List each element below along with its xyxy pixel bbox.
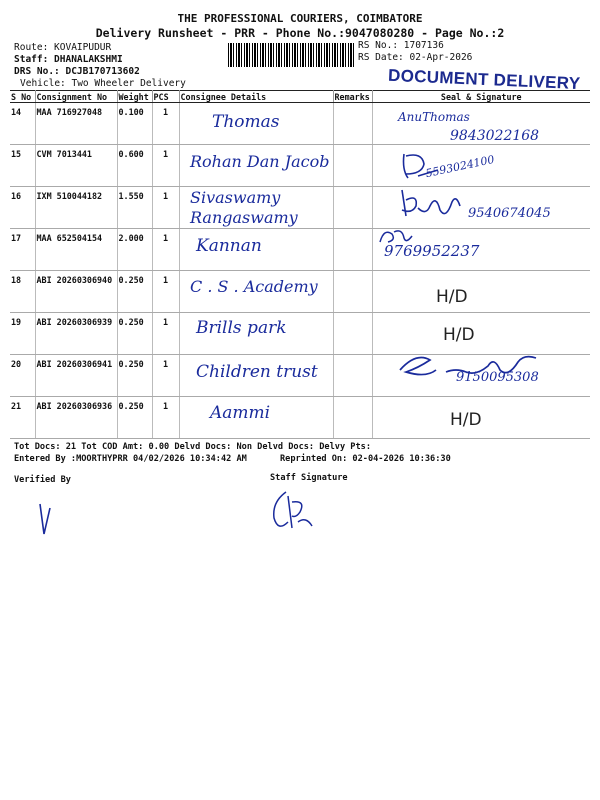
reprinted-on: Reprinted On: 02-04-2026 10:36:30 [280, 454, 451, 464]
cell-remarks [333, 103, 372, 145]
cell-pcs: 1 [152, 103, 179, 145]
signature-16-scribble [396, 186, 466, 224]
cell-consignment: MAA 716927048 [35, 103, 117, 145]
handwritten-consignee-19: Brills park [196, 318, 287, 338]
handwritten-consignee-15: Rohan Dan Jacob [190, 152, 330, 171]
drs-label: DRS No.: DCJB170713602 [14, 66, 140, 77]
cell-consignment: IXM 510044182 [35, 187, 117, 229]
handwritten-consignee-14: Thomas [212, 112, 280, 132]
cell-weight: 0.600 [117, 145, 152, 187]
cell-sno: 16 [10, 187, 35, 229]
cell-remarks [333, 271, 372, 313]
cell-consignment: ABI 20260306936 [35, 397, 117, 439]
signature-14: AnuThomas [398, 110, 470, 124]
cell-sno: 14 [10, 103, 35, 145]
rs-number: RS No.: 1707136 [358, 40, 444, 51]
cell-weight: 0.250 [117, 355, 152, 397]
staff-label: Staff: DHANALAKSHMI [14, 54, 123, 65]
cell-weight: 0.250 [117, 397, 152, 439]
phone-14: 9843022168 [450, 128, 540, 144]
hand-delivered-mark-18: H/D [436, 287, 468, 307]
cell-weight: 2.000 [117, 229, 152, 271]
cell-pcs: 1 [152, 229, 179, 271]
cell-sno: 18 [10, 271, 35, 313]
runsheet-title: Delivery Runsheet - PRR - Phone No.:9047080280 - Page No.:2 [95, 26, 505, 40]
cell-consignment: CVM 7013441 [35, 145, 117, 187]
col-sno: S No [10, 91, 35, 103]
cell-pcs: 1 [152, 187, 179, 229]
table-row [10, 229, 590, 271]
cell-consignment: ABI 20260306940 [35, 271, 117, 313]
cell-remarks [333, 355, 372, 397]
verifier-signature [36, 498, 56, 540]
table-row [10, 397, 590, 439]
cell-pcs: 1 [152, 145, 179, 187]
col-consignment: Consignment No [35, 91, 117, 103]
document-delivery-stamp: DOCUMENT DELIVERY [387, 65, 581, 94]
cell-sno: 19 [10, 313, 35, 355]
cell-remarks [333, 397, 372, 439]
table-header-row [10, 91, 590, 103]
col-pcs: PCS [152, 91, 179, 103]
cell-remarks [333, 229, 372, 271]
entered-by: Entered By :MOORTHYPRR 04/02/2026 10:34:42 AM [14, 454, 247, 464]
cell-weight: 0.250 [117, 313, 152, 355]
phone-17: 9769952237 [384, 242, 480, 260]
cell-sno: 20 [10, 355, 35, 397]
phone-20: 9150095308 [456, 370, 539, 385]
handwritten-consignee-21: Aammi [210, 403, 271, 423]
phone-16: 9540674045 [468, 206, 551, 221]
cell-consignment: ABI 20260306939 [35, 313, 117, 355]
company-name: THE PROFESSIONAL COURIERS, COIMBATORE [177, 12, 423, 25]
col-consignee: Consignee Details [179, 91, 333, 103]
col-remarks: Remarks [333, 91, 372, 103]
rs-date: RS Date: 02-Apr-2026 [358, 52, 473, 63]
cell-pcs: 1 [152, 355, 179, 397]
cell-weight: 0.250 [117, 271, 152, 313]
verified-by-label: Verified By [14, 475, 71, 485]
cell-signature [372, 271, 590, 313]
vehicle-label: Vehicle: Two Wheeler Delivery [20, 78, 186, 89]
handwritten-consignee-20: Children trust [196, 362, 318, 382]
col-signature: Seal & Signature [372, 91, 590, 103]
cell-pcs: 1 [152, 313, 179, 355]
hand-delivered-mark-21: H/D [450, 410, 482, 430]
barcode [228, 43, 354, 67]
route-label: Route: KOVAIPUDUR [14, 42, 112, 53]
phone-15: 5593024100 [424, 152, 496, 181]
col-weight: Weight [117, 91, 152, 103]
cell-sno: 17 [10, 229, 35, 271]
handwritten-consignee-18: C . S . Academy [190, 277, 318, 296]
hand-delivered-mark-19: H/D [443, 325, 475, 345]
staff-signature-label: Staff Signature [270, 473, 348, 483]
handwritten-consignee-16: Sivaswamy Rangaswamy [190, 188, 298, 227]
cell-remarks [333, 187, 372, 229]
cell-pcs: 1 [152, 397, 179, 439]
totals-line: Tot Docs: 21 Tot COD Amt: 0.00 Delvd Docs: Non Delvd Docs: Delvy Pts: [14, 442, 371, 452]
cell-remarks [333, 145, 372, 187]
cell-weight: 0.100 [117, 103, 152, 145]
cell-weight: 1.550 [117, 187, 152, 229]
cell-consignment: MAA 652504154 [35, 229, 117, 271]
staff-signature [262, 488, 322, 538]
cell-remarks [333, 313, 372, 355]
cell-consignment: ABI 20260306941 [35, 355, 117, 397]
cell-pcs: 1 [152, 271, 179, 313]
cell-sno: 21 [10, 397, 35, 439]
handwritten-consignee-17: Kannan [196, 236, 262, 256]
cell-sno: 15 [10, 145, 35, 187]
